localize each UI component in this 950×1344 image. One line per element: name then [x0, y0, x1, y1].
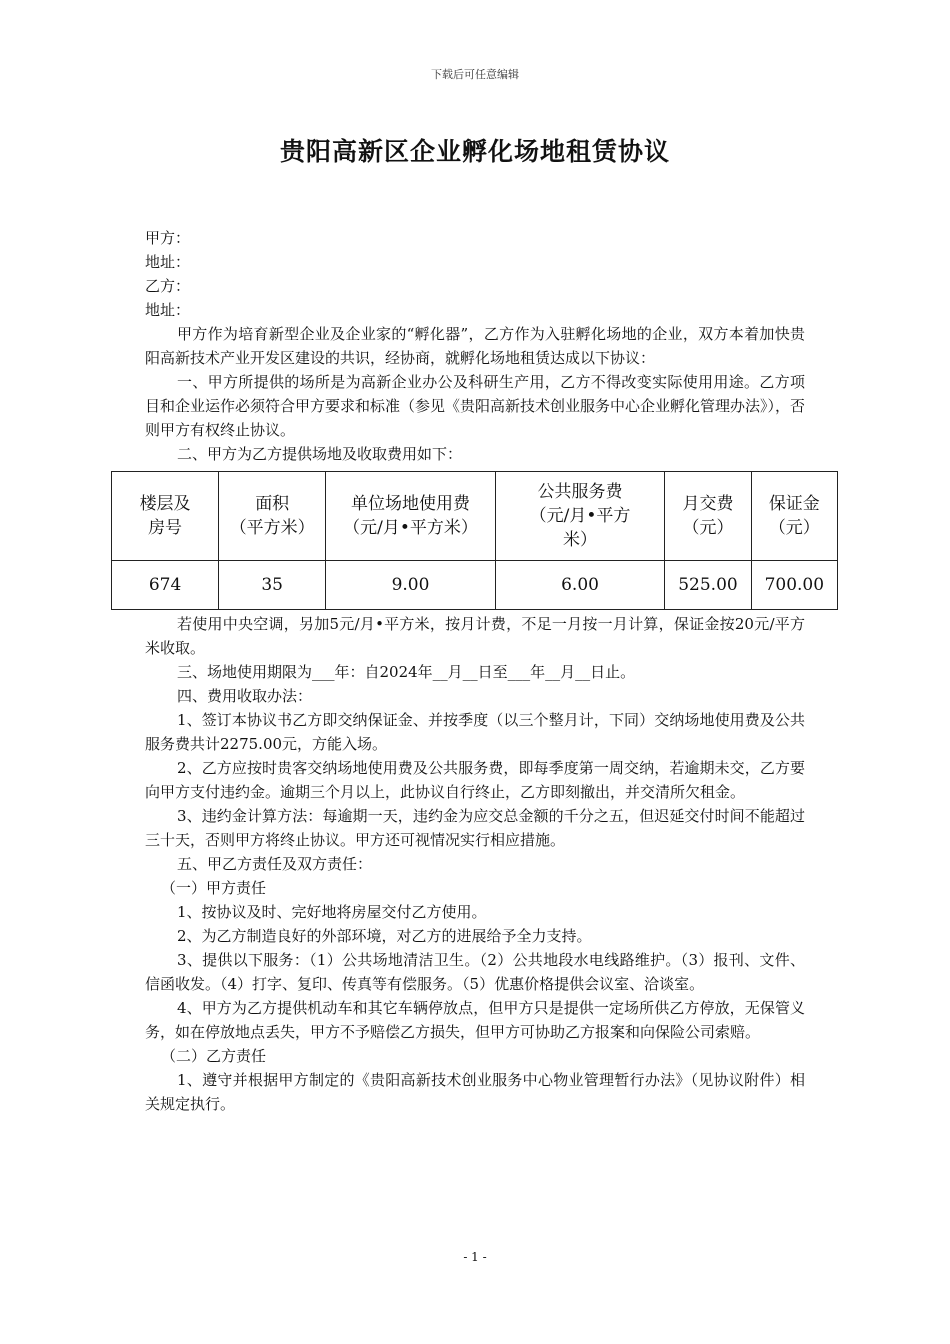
header-floor-room: 楼层及 房号 — [112, 472, 219, 561]
clause-5-a-item-4: 4、甲方为乙方提供机动车和其它车辆停放点，但甲方只是提供一定场所供乙方停放，无保管义务，如在停放地点丢失，甲方不予赔偿乙方损失，但甲方可协助乙方报案和向保险公司索赔。 — [145, 999, 805, 1041]
party-a-address-label: 地址： — [145, 253, 191, 271]
party-b-address-label: 地址： — [145, 301, 191, 319]
clause-5-a-item-3: 3、提供以下服务：（1）公共场地清洁卫生。（2）公共地段水电线路维护。（3）报刊、文件、信函收发。（4）打字、复印、传真等有偿服务。（5）优惠价格提供会议室、洽谈室。 — [145, 951, 805, 993]
ac-note: 若使用中央空调，另加5元/月•平方米，按月计费，不足一月按一月计算，保证金按20元/平方米收取。 — [145, 615, 805, 657]
party-a-label: 甲方： — [145, 229, 191, 247]
value-deposit: 700.00 — [751, 561, 837, 610]
clause-5-a-item-2: 2、为乙方制造良好的外部环境，对乙方的进展给予全力支持。 — [177, 927, 592, 945]
intro-paragraph: 甲方作为培育新型企业及企业家的“孵化器”，乙方作为入驻孵化场地的企业，双方本着加快贵阳高新技术产业开发区建设的共识，经协商，就孵化场地租赁达成以下协议： — [145, 325, 805, 367]
clause-4-item-1: 1、签订本协议书乙方即交纳保证金、并按季度（以三个整月计，下同）交纳场地使用费及公共服务费共计2275.00元，方能入场。 — [145, 711, 805, 753]
clause-2: 二、甲方为乙方提供场地及收取费用如下： — [177, 445, 463, 463]
value-service-fee: 6.00 — [495, 561, 665, 610]
clause-1: 一、甲方所提供的场所是为高新企业办公及科研生产用，乙方不得改变实际使用用途。乙方项目和企业运作必须符合甲方要求和标准（参见《贵阳高新技术创业服务中心企业孵化管理办法》），否则甲方有权终止协议。 — [145, 373, 806, 439]
clause-5-a-item-1: 1、按协议及时、完好地将房屋交付乙方使用。 — [177, 903, 487, 921]
value-floor-room: 674 — [112, 561, 219, 610]
header-unit-fee: 单位场地使用费 （元/月•平方米） — [326, 472, 496, 561]
page-number: - 1 - — [463, 1250, 487, 1264]
header-area: 面积 （平方米） — [219, 472, 326, 561]
clause-5-section-a: （一）甲方责任 — [161, 879, 267, 897]
header-monthly-fee: 月交费 （元） — [665, 472, 751, 561]
terms-block — [145, 612, 805, 1116]
clause-4-item-3: 3、违约金计算方法：每逾期一天，违约金为应交总金额的千分之五，但迟延交付时间不能超过三十天，否则甲方将终止协议。甲方还可视情况实行相应措施。 — [145, 807, 805, 849]
header-deposit: 保证金 （元） — [751, 472, 837, 561]
value-monthly-fee: 525.00 — [665, 561, 751, 610]
header-note: 下载后可任意编辑 — [431, 68, 519, 81]
party-b-label: 乙方： — [145, 277, 191, 295]
clause-4-item-2: 2、乙方应按时贵客交纳场地使用费及公共服务费，即每季度第一周交纳，若逾期未交，乙方要向甲方支付违约金。逾期三个月以上，此协议自行终止，乙方即刻撤出，并交清所欠租金。 — [145, 759, 805, 801]
fee-table-header-row — [112, 472, 838, 561]
clause-5: 五、甲乙方责任及双方责任： — [177, 855, 373, 873]
fee-table — [111, 471, 838, 610]
clause-4: 四、费用收取办法： — [177, 687, 313, 705]
clause-5-section-b: （二）乙方责任 — [161, 1047, 267, 1065]
value-unit-fee: 9.00 — [326, 561, 496, 610]
document-title: 贵阳高新区企业孵化场地租赁协议 — [279, 137, 670, 166]
parties-block — [145, 226, 805, 466]
value-area: 35 — [219, 561, 326, 610]
fee-table-value-row — [112, 561, 838, 610]
clause-5-b-item-1: 1、遵守并根据甲方制定的《贵阳高新技术创业服务中心物业管理暂行办法》（见协议附件）相关规定执行。 — [145, 1071, 805, 1113]
clause-3: 三、场地使用期限为___年：自2024年__月__日至___年__月__日止。 — [177, 663, 636, 681]
header-service-fee: 公共服务费 （元/月•平方 米） — [495, 472, 665, 561]
